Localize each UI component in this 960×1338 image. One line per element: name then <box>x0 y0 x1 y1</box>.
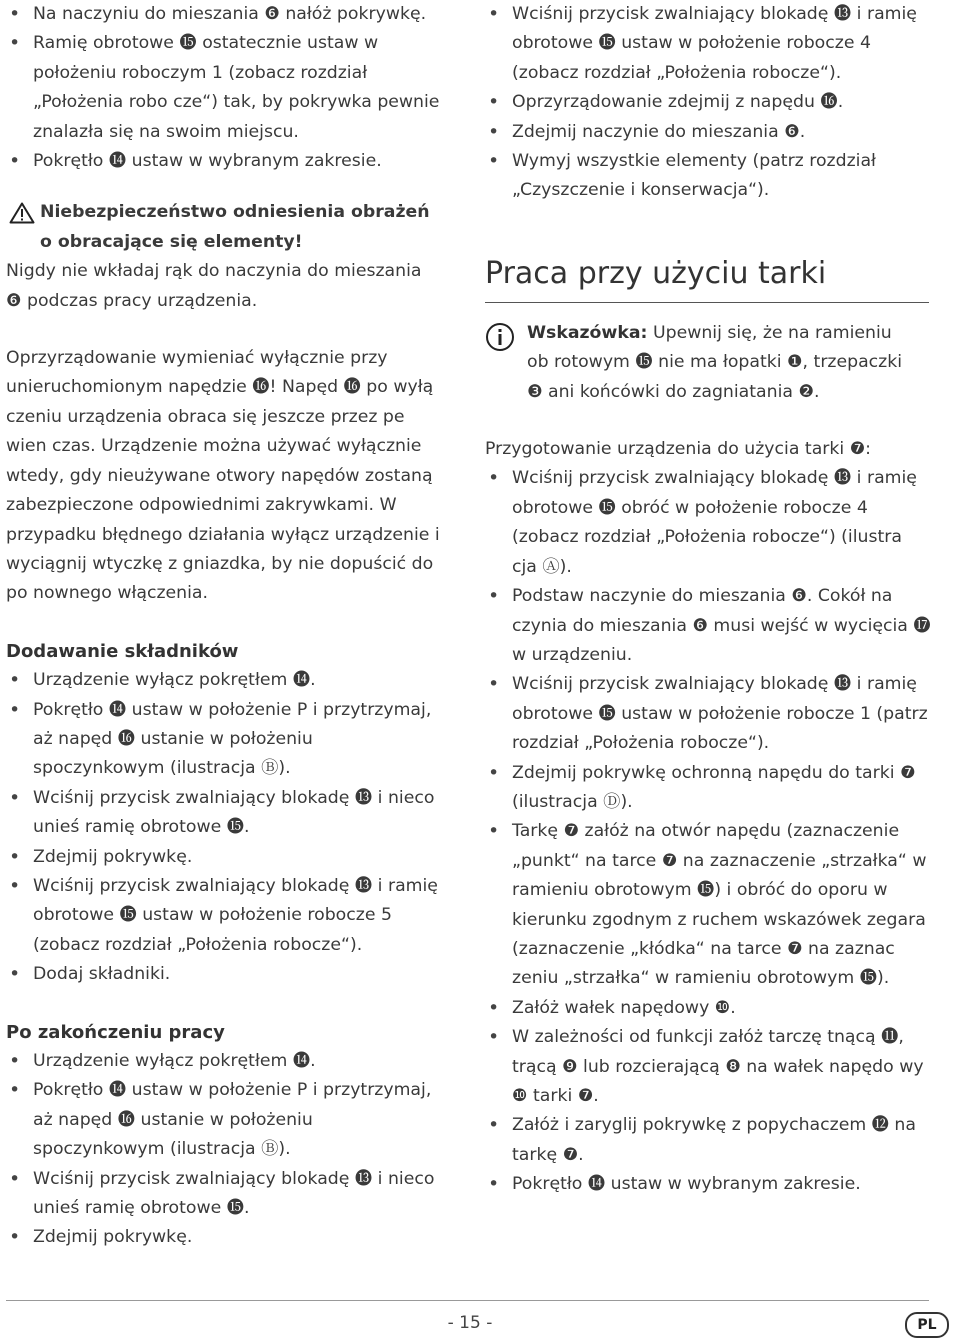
list-item: • Wciśnij przycisk zwalniający blokadę ⓭ i nieco unieś ramię obrotowe ⓯. <box>6 784 453 843</box>
info-icon <box>485 322 515 352</box>
left-column <box>6 0 452 1253</box>
list-item: • W zależności od funkcji załóż tarczę tnącą ⓫, trącą ❾ lub rozcierającą ❽ na wałek napędo wy ❿ tarki ❼. <box>485 1023 932 1111</box>
list-item: • Urządzenie wyłącz pokrętłem ⓮. <box>6 666 452 695</box>
list-item: • Załóż wałek napędowy ❿. <box>485 994 929 1023</box>
list-item: • Zdejmij pokrywkę ochronną napędu do tarki ❼ (ilustracja Ⓓ). <box>485 759 932 818</box>
prep-heading: Przygotowanie urządzenia do użycia tarki ❼: <box>485 439 872 460</box>
list-item: • Wciśnij przycisk zwalniający blokadę ⓭ i ramię obrotowe ⓯ ustaw w położenie robocze 5 (zobacz rozdział „Położenia robocze“). <box>6 872 453 960</box>
note-block <box>485 319 929 407</box>
list-item: • Wciśnij przycisk zwalniający blokadę ⓭ i ramię obrotowe ⓯ obróć w położenie robocze 4 (zobacz rozdział „Położenia robocze“) (ilustra cja Ⓐ). <box>485 464 932 582</box>
page-number: - 15 - <box>447 1313 493 1333</box>
note-text <box>527 319 907 407</box>
list-item: • Zdejmij pokrywkę. <box>6 843 452 872</box>
note-label: Wskazówka: <box>527 322 648 343</box>
list-item: • Tarkę ❼ załóż na otwór napędu (zaznaczenie „punkt“ na tarce ❼ na zaznaczenie „strzałka“ w ramieniu obrotowym ⓯) i obróć do oporu w kierunku zgodnym z ruchem wskazówek zegara (zaznaczenie „kłódka“ na tarce ❼ na zaznac zeniu „strzałka“ w ramieniu obrotowym ⓯). <box>485 817 932 993</box>
list-item: • Pokrętło ⓮ ustaw w położenie P i przytrzymaj, aż napęd ⓰ ustanie w położeniu spoczynkowym (ilustracja Ⓑ). <box>6 1076 448 1164</box>
list-item: • Wymyj wszystkie elementy (patrz rozdział „Czyszczenie i konserwacja“). <box>485 147 912 206</box>
section-heading-after-work: Po zakończeniu pracy <box>6 1021 225 1043</box>
adding-list <box>6 666 452 989</box>
list-item: • Wciśnij przycisk zwalniający blokadę ⓭ i ramię obrotowe ⓯ ustaw w położenie robocze 4 (zobacz rozdział „Położenia robocze“). <box>485 0 932 88</box>
after-work-list <box>6 1047 452 1253</box>
list-item: • Urządzenie wyłącz pokrętłem ⓮. <box>6 1047 452 1076</box>
list-item: • Podstaw naczynie do mieszania ❻. Cokół na czynia do mieszania ❻ musi wejść w wycięcia ⓱ w urządzeniu. <box>485 582 932 670</box>
list-item: • Ramię obrotowe ⓯ ostatecznie ustaw w położeniu roboczym 1 (zobacz rozdział „Położenia robo cze“) tak, by pokrywka pewnie znalazła się na swoim miejscu. <box>6 29 443 147</box>
list-item: • Pokrętło ⓮ ustaw w wybranym zakresie. <box>6 147 452 176</box>
section-heading-grater: Praca przy użyciu tarki <box>485 254 929 303</box>
list-item: • Oprzyrządowanie zdejmij z napędu ⓰. <box>485 88 929 117</box>
section-heading-adding: Dodawanie składników <box>6 640 239 662</box>
right-column <box>485 0 929 1200</box>
list-item: • Wciśnij przycisk zwalniający blokadę ⓭ i nieco unieś ramię obrotowe ⓯. <box>6 1165 453 1224</box>
list-item: • Dodaj składniki. <box>6 960 452 989</box>
footer-divider <box>6 1300 929 1301</box>
list-item: • Zdejmij naczynie do mieszania ❻. <box>485 118 929 147</box>
right-list-1 <box>485 0 929 206</box>
left-list-1 <box>6 0 452 176</box>
list-item: • Zdejmij pokrywkę. <box>6 1223 452 1252</box>
warning-block <box>6 198 452 316</box>
list-item: • Na naczyniu do mieszania ❻ nałóż pokrywkę. <box>6 0 453 29</box>
warning-title: Niebezpieczeństwo odniesienia obrażeń o obracające się elementy! <box>40 202 430 252</box>
language-badge: PL <box>905 1312 949 1338</box>
drive-paragraph: Oprzyrządowanie wymieniać wyłącznie przy unieruchomionym napędzie ⓰! Napęd ⓰ po wyłą czeniu urządzenia obraca się jeszcze przez pe wien czas. Urządzenie można używać wyłącznie wtedy, gdy nieużywane otwory napędów zostaną zabezpieczone odpowiednimi zakrywkami. W przypadku błędnego działania wyłącz urządzenie i wyciągnij wtyczkę z gniazdka, by nie dopuścić do po nownego włączenia. <box>6 348 440 604</box>
list-item: • Załóż i zaryglij pokrywkę z popychaczem ⓬ na tarkę ❼. <box>485 1111 932 1170</box>
warning-triangle-icon <box>9 202 35 224</box>
warning-heading <box>6 198 452 257</box>
list-item: • Wciśnij przycisk zwalniający blokadę ⓭ i ramię obrotowe ⓯ ustaw w położenie robocze 1 (patrz rozdział „Położenia robocze“). <box>485 670 932 758</box>
list-item: • Pokrętło ⓮ ustaw w wybranym zakresie. <box>485 1170 929 1199</box>
note-body: Upewnij się, że na ramieniu ob rotowym ⓯ nie ma łopatki ❶, trzepaczki ❸ ani końcówki do zagniatania ❷. <box>527 322 903 402</box>
list-item: • Pokrętło ⓮ ustaw w położenie P i przytrzymaj, aż napęd ⓰ ustanie w położeniu spoczynkowym (ilustracja Ⓑ). <box>6 696 448 784</box>
grater-prep-list <box>485 464 929 1199</box>
warning-text: Nigdy nie wkładaj rąk do naczynia do mieszania ❻ podczas pracy urządzenia. <box>6 261 422 311</box>
